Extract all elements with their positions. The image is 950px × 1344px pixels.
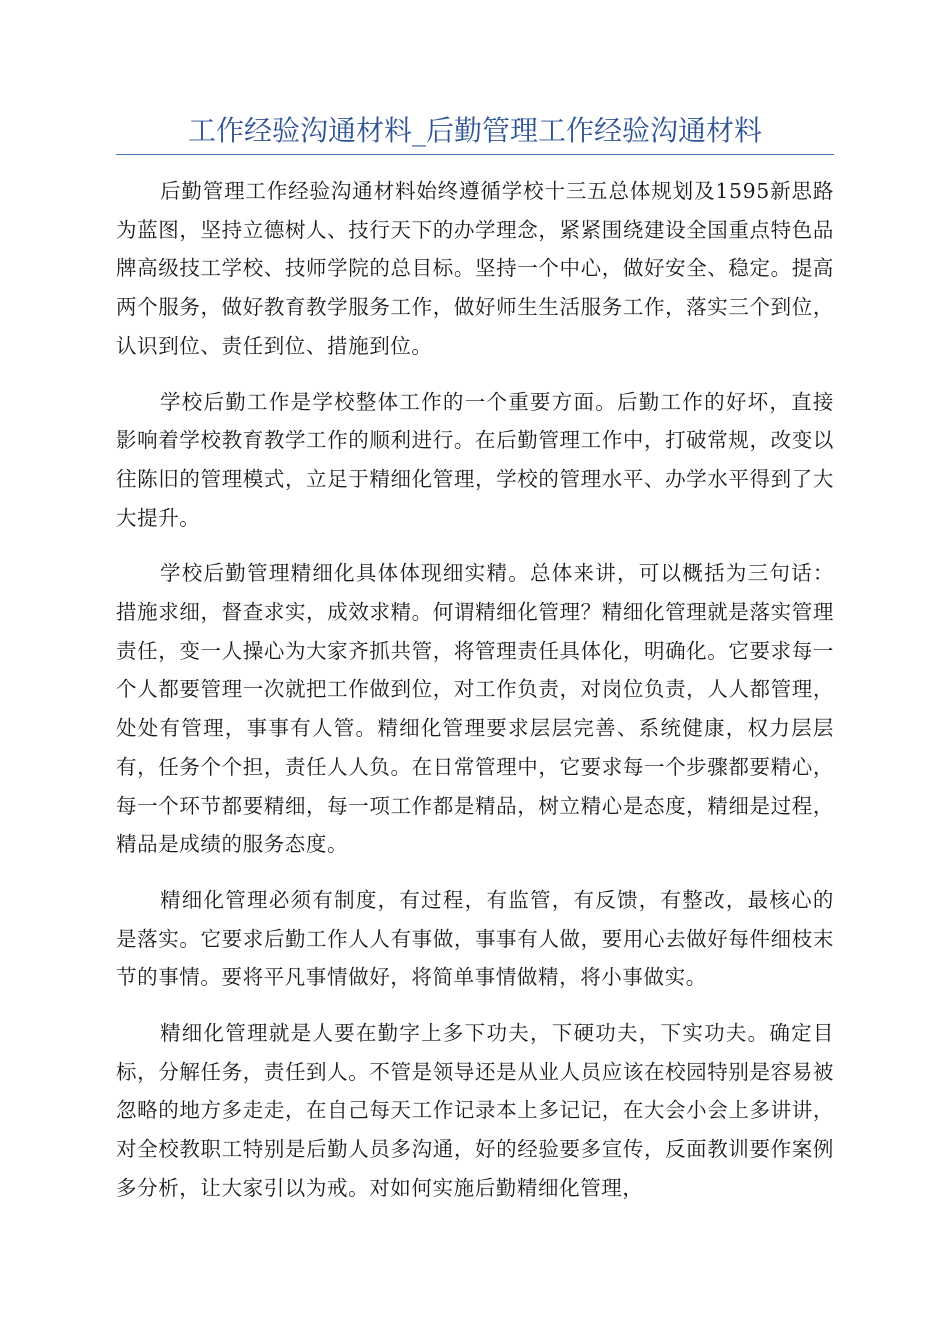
title-underline <box>116 154 834 155</box>
document-title: 工作经验沟通材料_后勤管理工作经验沟通材料 <box>187 114 762 147</box>
paragraph-2: 学校后勤工作是学校整体工作的一个重要方面。后勤工作的好坏，直接影响着学校教育教学工作的顺利进行。在后勤管理工作中，打破常规，改变以往陈旧的管理模式，立足于精细化管理，学校的管理水平、办学水平得到了大大提升。 <box>116 389 834 530</box>
paragraph-3: 学校后勤管理精细化具体体现细实精。总体来讲，可以概括为三句话：措施求细，督查求实，成效求精。何谓精细化管理？精细化管理就是落实管理责任，变一人操心为大家齐抓共管，将管理责任具体化，明确化。它要求每一个人都要管理一次就把工作做到位，对工作负责，对岗位负责，人人都管理，处处有管理，事事有人管。精细化管理要求层层完善、系统健康，权力层层有，任务个个担，责任人人负。在日常管理中，它要求每一个步骤都要精心，每一个环节都要精细，每一项工作都是精品，树立精心是态度，精细是过程，精品是成绩的服务态度。 <box>116 561 834 857</box>
paragraph-5: 精细化管理就是人要在勤字上多下功夫，下硬功夫，下实功夫。确定目标，分解任务，责任到人。不管是领导还是从业人员应该在校园特别是容易被忽略的地方多走走，在自己每天工作记录本上多记记，在大会小会上多讲讲，对全校教职工特别是后勤人员多沟通，好的经验要多宣传，反面教训要作案例多分析，让大家引以为戒。对如何实施后勤精细化管理， <box>116 1021 834 1200</box>
paragraph-4: 精细化管理必须有制度，有过程，有监管，有反馈，有整改，最核心的是落实。它要求后勤工作人人有事做，事事有人做，要用心去做好每件细枝末节的事情。要将平凡事情做好，将简单事情做精，将小事做实。 <box>116 887 834 990</box>
document-body <box>116 172 834 1225</box>
paragraph-1: 后勤管理工作经验沟通材料始终遵循学校十三五总体规划及1595新思路为蓝图，坚持立德树人、技行天下的办学理念，紧紧围绕建设全国重点特色品牌高级技工学校、技师学院的总目标。坚持一个中心，做好安全、稳定。提高两个服务，做好教育教学服务工作，做好师生生活服务工作，落实三个到位，认识到位、责任到位、措施到位。 <box>116 179 834 358</box>
